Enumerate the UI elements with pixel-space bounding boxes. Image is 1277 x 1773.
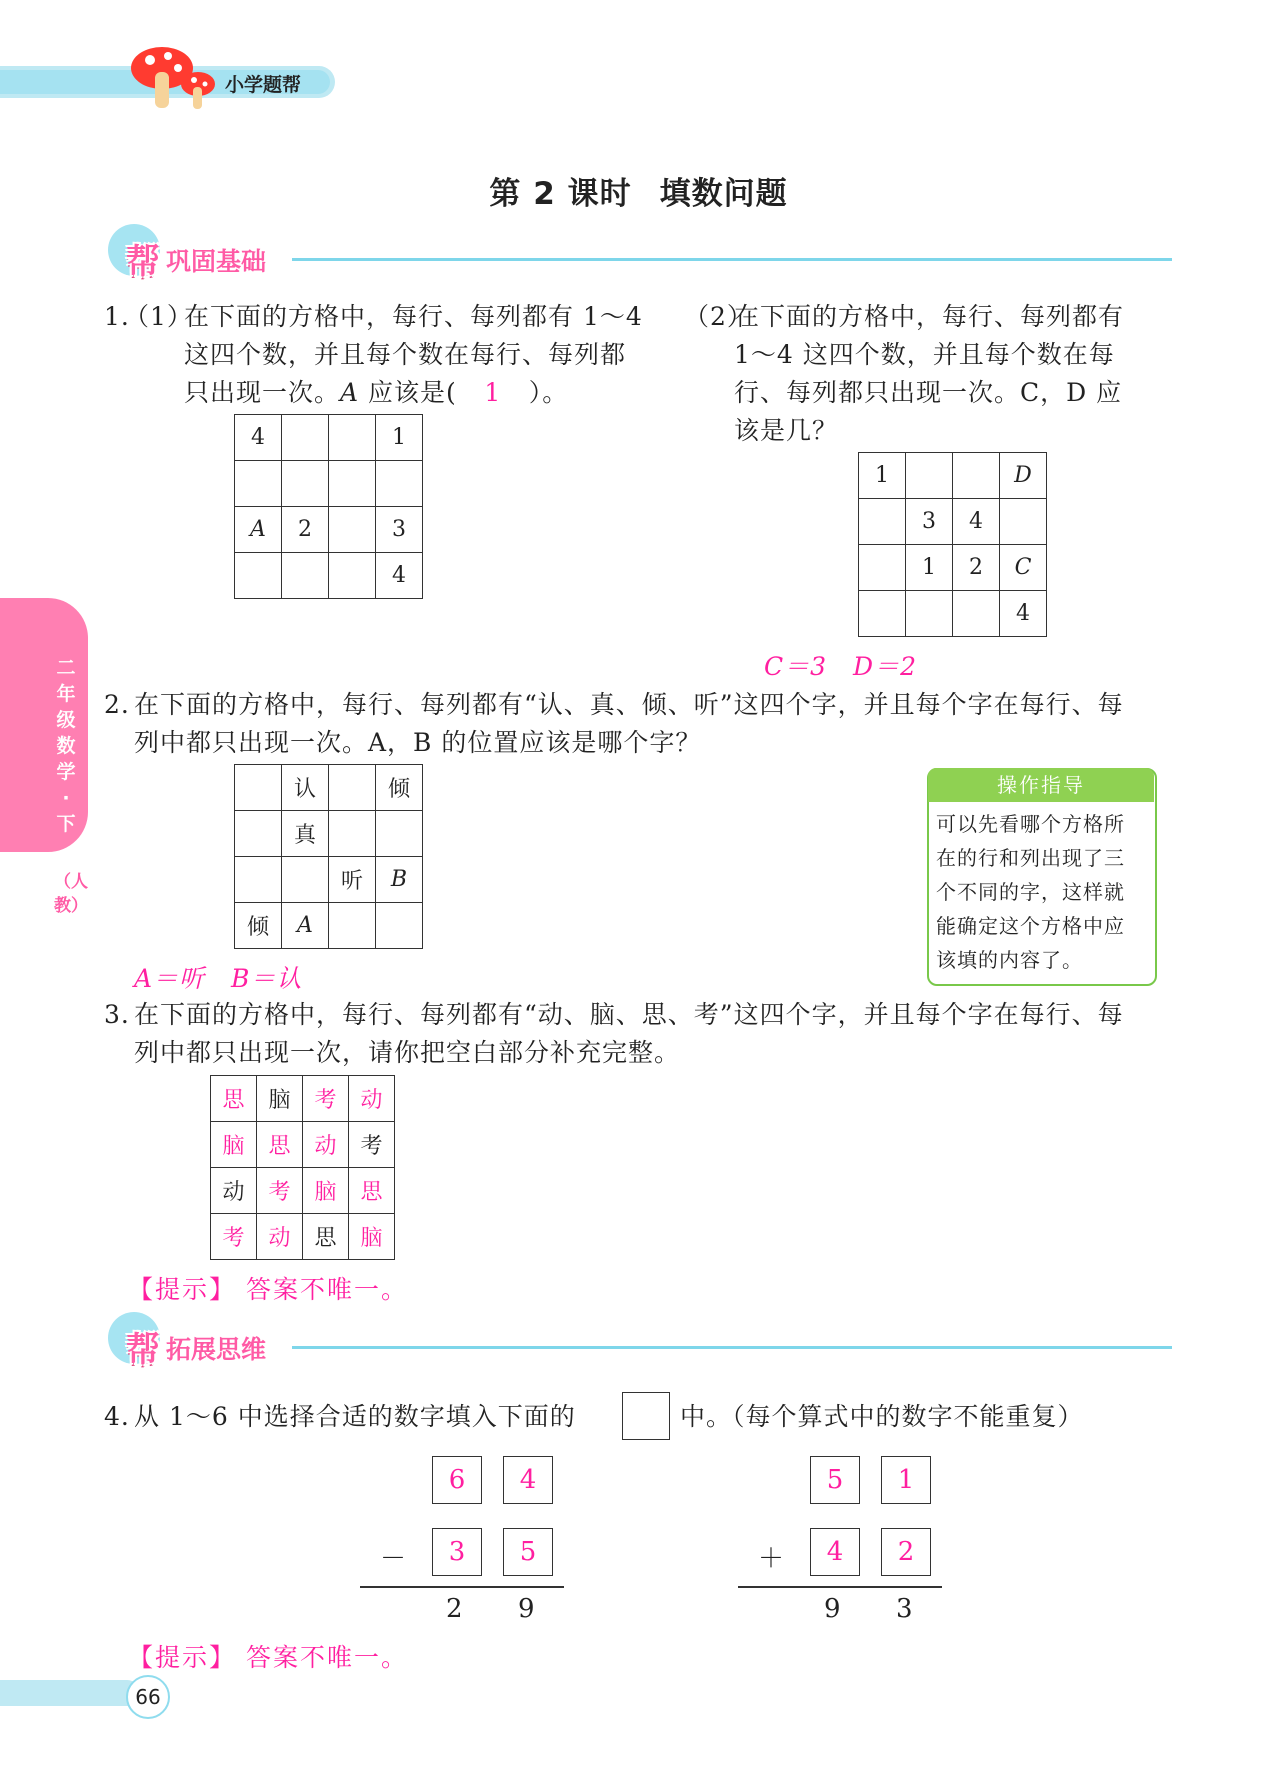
grid-cell xyxy=(859,591,906,637)
tip-line: 能确定这个方格中应 xyxy=(936,914,1125,938)
sub-bottom-ones: 5 xyxy=(503,1528,553,1576)
grid-row xyxy=(859,453,1047,499)
text-span: 应该是( xyxy=(359,378,457,407)
grid-cell xyxy=(329,507,376,553)
grid-cell xyxy=(376,811,423,857)
q1-part2-line: 行、每列都只出现一次。C，D 应 xyxy=(734,378,1123,407)
grid-cell: 动 xyxy=(211,1168,257,1214)
q3-hint xyxy=(128,1270,408,1306)
grid-cell xyxy=(953,453,1000,499)
q1-part2-grid xyxy=(858,452,1047,637)
grid-cell xyxy=(859,499,906,545)
q3-grid xyxy=(210,1075,395,1260)
section-bang-extend: 帮 xyxy=(126,1330,160,1370)
grid-cell: 动 xyxy=(303,1122,349,1168)
grid-cell: 认 xyxy=(282,765,329,811)
grid-cell: 真 xyxy=(282,811,329,857)
sub-top-tens: 6 xyxy=(432,1456,482,1504)
grid-cell: 1 xyxy=(859,453,906,499)
q1-part2-line: 该是几？ xyxy=(734,416,839,445)
grid-cell: 4 xyxy=(953,499,1000,545)
grid-cell: 思 xyxy=(257,1122,303,1168)
grid-cell xyxy=(235,461,282,507)
grid-cell: 脑 xyxy=(257,1076,303,1122)
grid-cell xyxy=(329,415,376,461)
hint-label: 【提示】 xyxy=(128,1643,237,1672)
variable: A xyxy=(340,378,360,407)
grid-row xyxy=(235,553,423,599)
grid-row xyxy=(211,1122,395,1168)
grid-cell: 考 xyxy=(303,1076,349,1122)
q1-part2-label: （2） xyxy=(684,302,753,331)
q3-line: 列中都只出现一次，请你把空白部分补充完整。 xyxy=(134,1038,681,1067)
tip-line: 个不同的字，这样就 xyxy=(936,880,1125,904)
grid-cell xyxy=(906,453,953,499)
grid-cell: 1 xyxy=(376,415,423,461)
hint-label: 【提示】 xyxy=(128,1275,237,1304)
add-bottom-ones: 2 xyxy=(881,1528,931,1576)
lesson-topic: 填数问题 xyxy=(659,176,788,212)
grid-cell xyxy=(329,811,376,857)
tip-body xyxy=(936,807,1148,977)
tip-line: 在的行和列出现了三 xyxy=(936,846,1125,870)
grid-cell: 4 xyxy=(376,553,423,599)
mushroom-logo-icon xyxy=(128,42,220,114)
grid-cell: 2 xyxy=(953,545,1000,591)
grid-cell: 动 xyxy=(349,1076,395,1122)
grid-row xyxy=(211,1214,395,1260)
sub-line xyxy=(360,1586,564,1588)
add-result-ones: 3 xyxy=(896,1594,913,1624)
grid-cell xyxy=(282,415,329,461)
sub-top-ones: 4 xyxy=(503,1456,553,1504)
page-title xyxy=(0,168,1277,213)
grid-cell xyxy=(329,903,376,949)
q2-answer: A＝听 B＝认 xyxy=(134,964,303,993)
q2-line: 列中都只出现一次。A，B 的位置应该是哪个字？ xyxy=(134,728,702,757)
sub-result-ones: 9 xyxy=(518,1594,535,1624)
grid-cell: D xyxy=(1000,453,1047,499)
q3-line: 在下面的方格中，每行、每列都有“动、脑、思、考”这四个字，并且每个字在每行、每 xyxy=(134,1000,1124,1029)
grid-cell: 考 xyxy=(257,1168,303,1214)
q4-text-pre: 从 1～6 中选择合适的数字填入下面的 xyxy=(134,1402,576,1431)
text-span: ）。 xyxy=(528,378,569,407)
section-bang-basic: 帮 xyxy=(126,242,160,282)
section-title-extend: 拓展思维 xyxy=(166,1335,267,1364)
grid-row xyxy=(235,461,423,507)
grid-cell: 考 xyxy=(349,1122,395,1168)
grid-cell: 脑 xyxy=(211,1122,257,1168)
side-tab-grade: 二年级数学·下 xyxy=(56,657,76,835)
grid-row xyxy=(211,1168,395,1214)
grid-cell xyxy=(235,765,282,811)
sub-result-tens: 2 xyxy=(446,1594,463,1624)
add-result-tens: 9 xyxy=(824,1594,841,1624)
grid-cell xyxy=(235,553,282,599)
grid-row xyxy=(859,545,1047,591)
grid-cell: C xyxy=(1000,545,1047,591)
grid-cell xyxy=(906,591,953,637)
grid-cell: 1 xyxy=(906,545,953,591)
q2-grid xyxy=(234,764,423,949)
grid-cell: A xyxy=(282,903,329,949)
grid-cell xyxy=(282,857,329,903)
grid-cell xyxy=(235,811,282,857)
grid-cell: 思 xyxy=(303,1214,349,1260)
q1-part1-label: （1） xyxy=(124,302,193,331)
grid-cell: 脑 xyxy=(349,1214,395,1260)
section-divider xyxy=(292,1346,1172,1349)
add-top-tens: 5 xyxy=(810,1456,860,1504)
grid-cell: 思 xyxy=(349,1168,395,1214)
text-span: 只出现一次。 xyxy=(184,378,341,407)
grid-cell xyxy=(953,591,1000,637)
grid-cell: 2 xyxy=(282,507,329,553)
tip-line: 可以先看哪个方格所 xyxy=(936,812,1125,836)
lesson-number: 第 2 课时 xyxy=(489,176,632,212)
q4-text-post: 中。（每个算式中的数字不能重复） xyxy=(680,1402,1084,1431)
q1-part1-line3 xyxy=(184,374,568,412)
grid-row xyxy=(235,857,423,903)
grid-row xyxy=(235,507,423,553)
side-tab-edition: （人教） xyxy=(54,872,88,916)
grid-cell xyxy=(282,553,329,599)
grid-cell: A xyxy=(235,507,282,553)
grid-cell xyxy=(859,545,906,591)
section-title-basic: 巩固基础 xyxy=(166,247,267,276)
q1-part1-line: 在下面的方格中，每行、每列都有 1～4 xyxy=(184,302,643,331)
grid-row xyxy=(235,415,423,461)
answer-box-sample xyxy=(622,1392,670,1440)
q1-part1-answer: 1 xyxy=(484,378,502,407)
grid-cell: 听 xyxy=(329,857,376,903)
q4-hint xyxy=(128,1638,408,1674)
grid-cell: 脑 xyxy=(303,1168,349,1214)
add-operator: ＋ xyxy=(758,1544,785,1574)
hint-text: 答案不唯一。 xyxy=(245,1275,408,1304)
grid-cell xyxy=(329,765,376,811)
grid-cell: 4 xyxy=(235,415,282,461)
grid-row xyxy=(235,811,423,857)
grid-cell xyxy=(376,903,423,949)
section-divider xyxy=(292,258,1172,261)
grid-row xyxy=(211,1076,395,1122)
brand-name: 小学题帮 xyxy=(225,74,302,96)
grid-cell: 3 xyxy=(376,507,423,553)
grid-cell xyxy=(1000,499,1047,545)
footer-bar xyxy=(0,1680,140,1706)
q4-number: 4. xyxy=(104,1402,130,1431)
add-bottom-tens: 4 xyxy=(810,1528,860,1576)
grid-cell: 考 xyxy=(211,1214,257,1260)
add-top-ones: 1 xyxy=(881,1456,931,1504)
sub-bottom-tens: 3 xyxy=(432,1528,482,1576)
add-line xyxy=(738,1586,942,1588)
tip-line: 该填的内容了。 xyxy=(936,948,1083,972)
grid-cell xyxy=(329,461,376,507)
grid-cell xyxy=(282,461,329,507)
q1-part2-answer: C＝3 D＝2 xyxy=(764,652,917,681)
grid-cell: 倾 xyxy=(235,903,282,949)
q1-part2-line: 在下面的方格中，每行、每列都有 xyxy=(734,302,1125,331)
grid-row xyxy=(235,903,423,949)
grid-cell xyxy=(329,553,376,599)
sub-operator: － xyxy=(380,1544,407,1574)
page-number: 66 xyxy=(126,1675,170,1719)
hint-text: 答案不唯一。 xyxy=(245,1643,408,1672)
tip-title: 操作指导 xyxy=(928,768,1154,802)
grid-cell xyxy=(235,857,282,903)
q1-part1-line: 这四个数，并且每个数在每行、每列都 xyxy=(184,340,627,369)
grid-cell: 动 xyxy=(257,1214,303,1260)
grid-row xyxy=(859,499,1047,545)
grid-cell: 3 xyxy=(906,499,953,545)
grid-cell xyxy=(376,461,423,507)
grid-row xyxy=(859,591,1047,637)
grid-row xyxy=(235,765,423,811)
q3-number: 3. xyxy=(104,1000,130,1029)
grid-cell: 思 xyxy=(211,1076,257,1122)
grid-cell: 倾 xyxy=(376,765,423,811)
grid-cell: B xyxy=(376,857,423,903)
q1-part1-grid xyxy=(234,414,423,599)
q1-number: 1. xyxy=(104,302,130,331)
q2-number: 2. xyxy=(104,690,130,719)
q1-part2-line: 1～4 这四个数，并且每个数在每 xyxy=(734,340,1115,369)
grid-cell: 4 xyxy=(1000,591,1047,637)
q2-line: 在下面的方格中，每行、每列都有“认、真、倾、听”这四个字，并且每个字在每行、每 xyxy=(134,690,1124,719)
